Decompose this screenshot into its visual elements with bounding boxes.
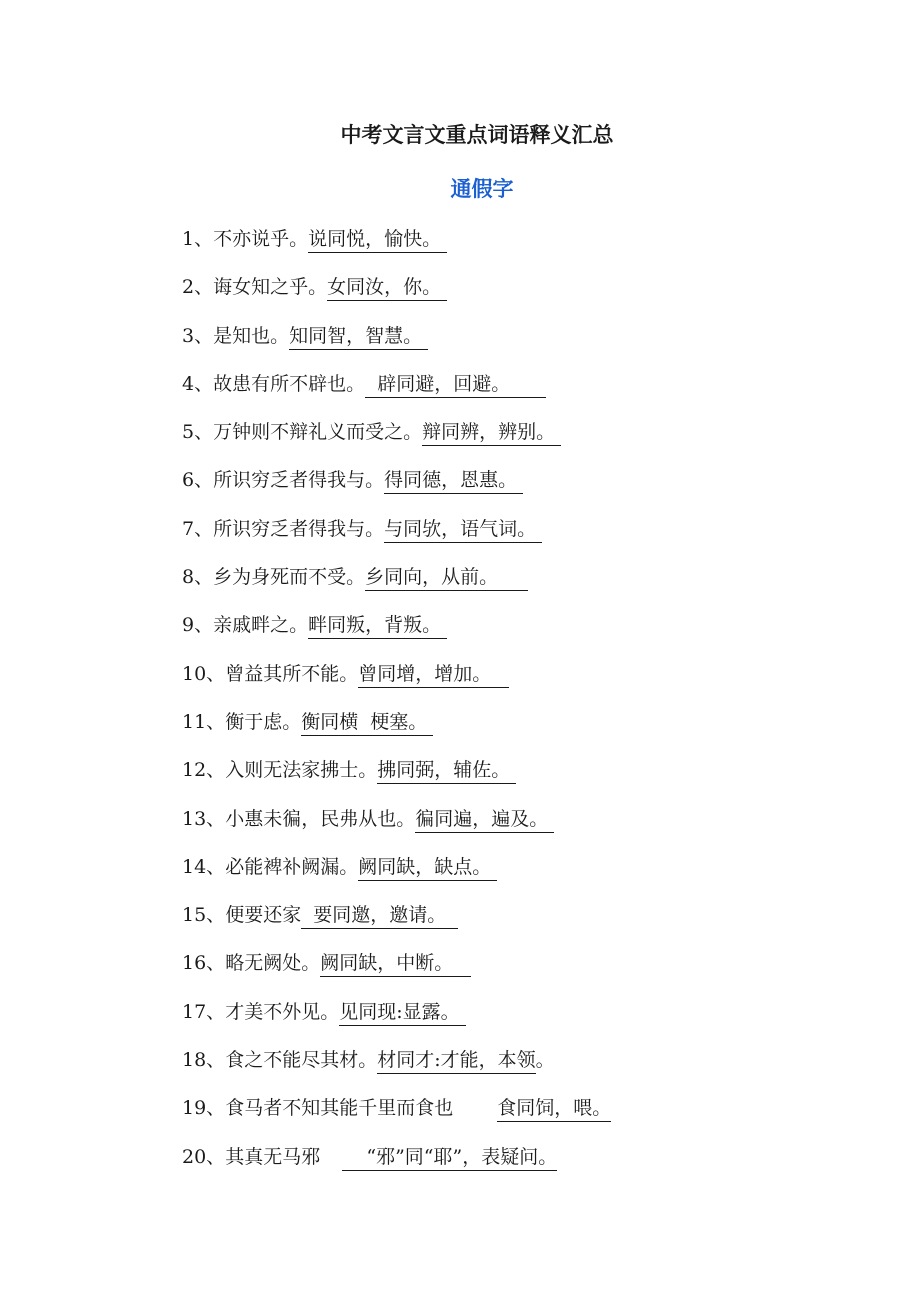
entry-answer-text: 徧同遍，遍及。 bbox=[415, 807, 549, 830]
entry-sentence: 曾益其所不能。 bbox=[225, 662, 359, 685]
entry-answer bbox=[301, 710, 433, 736]
entry-row bbox=[182, 707, 882, 755]
entry-sentence: 其真无马邪 bbox=[225, 1145, 321, 1168]
entry-row bbox=[182, 562, 882, 610]
entry-answer-text: 得同德，恩惠。 bbox=[384, 469, 518, 492]
entry-sentence: 所识穷乏者得我与。 bbox=[213, 469, 385, 492]
entry-number: 13、 bbox=[182, 807, 226, 830]
entry-answer bbox=[320, 951, 471, 977]
entry-number: 4、 bbox=[182, 372, 214, 395]
entry-number: 2、 bbox=[182, 276, 214, 299]
entry-answer bbox=[365, 565, 528, 591]
entry-sentence: 故患有所不辟也。 bbox=[213, 372, 366, 395]
entry-answer-text: 阙同缺，中断。 bbox=[320, 952, 454, 975]
entry-answer-text: 阙同缺，缺点。 bbox=[358, 855, 492, 878]
entry-answer-text: 乡同向，从前。 bbox=[365, 566, 499, 589]
entry-number: 17、 bbox=[182, 1000, 226, 1023]
entry-answer-text: 要同邀，邀请。 bbox=[313, 904, 447, 927]
entry-number: 20、 bbox=[182, 1145, 226, 1168]
entry-answer bbox=[384, 468, 523, 494]
entry-answer-text: 曾同增，增加。 bbox=[358, 662, 492, 685]
entry-row bbox=[182, 852, 882, 900]
entry-row bbox=[182, 369, 882, 417]
entry-sentence: 是知也。 bbox=[213, 324, 290, 347]
entry-answer bbox=[327, 275, 447, 301]
entry-number: 15、 bbox=[182, 904, 226, 927]
entry-answer bbox=[365, 372, 546, 398]
entry-row bbox=[182, 272, 882, 320]
entry-number: 14、 bbox=[182, 855, 226, 878]
entry-number: 1、 bbox=[182, 228, 214, 250]
entry-answer bbox=[342, 1145, 557, 1171]
entry-answer-text: 见同现:显露。 bbox=[339, 1000, 460, 1023]
entry-row bbox=[182, 224, 882, 272]
entry-row bbox=[182, 1093, 882, 1141]
entry-number: 18、 bbox=[182, 1049, 226, 1072]
entry-number: 12、 bbox=[182, 759, 226, 782]
entry-row bbox=[182, 755, 882, 803]
entry-row bbox=[182, 321, 882, 369]
entry-answer-text: 辟同避，回避。 bbox=[377, 372, 511, 395]
entry-row bbox=[182, 659, 882, 707]
entry-sentence: 小惠未徧，民弗从也。 bbox=[225, 807, 416, 830]
entry-number: 16、 bbox=[182, 952, 226, 975]
entry-answer-text: 女同汝，你。 bbox=[327, 276, 442, 299]
entry-row bbox=[182, 948, 882, 996]
entry-answer-text: 说同悦，愉快。 bbox=[308, 228, 442, 250]
entry-answer bbox=[377, 1048, 535, 1074]
document-title: 中考文言文重点词语释义汇总 bbox=[340, 122, 614, 147]
entry-sentence: 所识穷乏者得我与。 bbox=[213, 517, 385, 540]
entry-answer-text: “邪”同“耶”，表疑问。 bbox=[366, 1145, 558, 1168]
entry-sentence: 必能裨补阙漏。 bbox=[225, 855, 359, 878]
entry-sentence: 食马者不知其能千里而食也 bbox=[225, 1097, 454, 1120]
entry-answer bbox=[339, 1000, 465, 1026]
entry-answer-text: 材同才:才能，本领 bbox=[377, 1049, 536, 1072]
entry-number: 11、 bbox=[182, 710, 226, 733]
entry-answer-text: 衡同横 梗塞。 bbox=[301, 710, 428, 733]
entry-row bbox=[182, 514, 882, 562]
entry-answer bbox=[384, 517, 542, 543]
entry-answer bbox=[308, 613, 447, 639]
entry-sentence: 略无阙处。 bbox=[225, 952, 321, 975]
entry-number: 6、 bbox=[182, 469, 214, 492]
entry-answer-text: 畔同叛，背叛。 bbox=[308, 614, 442, 637]
entry-row bbox=[182, 1142, 882, 1190]
entry-answer bbox=[358, 855, 497, 881]
entry-answer-text: 知同智，智慧。 bbox=[289, 324, 423, 347]
entry-sentence: 亲戚畔之。 bbox=[213, 614, 309, 637]
entry-number: 7、 bbox=[182, 517, 214, 540]
entry-trailing-punct: 。 bbox=[535, 1049, 555, 1072]
entry-number: 5、 bbox=[182, 421, 214, 444]
entry-row bbox=[182, 804, 882, 852]
section-heading: 通假字 bbox=[450, 176, 514, 201]
entry-answer-text: 拂同弼，辅佐。 bbox=[377, 759, 511, 782]
entry-answer bbox=[422, 420, 561, 446]
entry-number: 19、 bbox=[182, 1097, 226, 1120]
entry-answer bbox=[308, 227, 447, 253]
entry-sentence: 入则无法家拂士。 bbox=[225, 759, 378, 782]
entry-answer bbox=[358, 662, 509, 688]
entry-sentence: 不亦说乎。 bbox=[213, 228, 309, 250]
entry-row bbox=[182, 417, 882, 465]
entry-answer bbox=[497, 1096, 611, 1122]
entry-sentence: 衡于虑。 bbox=[225, 710, 302, 733]
entry-row bbox=[182, 465, 882, 513]
entry-row bbox=[182, 610, 882, 658]
entry-sentence: 便要还家 bbox=[225, 904, 302, 927]
entry-row bbox=[182, 997, 882, 1045]
entry-list bbox=[182, 224, 882, 1190]
entry-sentence: 诲女知之乎。 bbox=[213, 276, 328, 299]
entry-answer bbox=[415, 807, 554, 833]
entry-answer bbox=[301, 903, 458, 929]
entry-sentence: 才美不外见。 bbox=[225, 1000, 340, 1023]
entry-sentence: 乡为身死而不受。 bbox=[213, 566, 366, 589]
entry-sentence: 食之不能尽其材。 bbox=[225, 1049, 378, 1072]
entry-answer-text: 食同饲，喂。 bbox=[497, 1097, 612, 1120]
entry-number: 10、 bbox=[182, 662, 226, 685]
entry-row bbox=[182, 900, 882, 948]
entry-sentence: 万钟则不辩礼义而受之。 bbox=[213, 421, 423, 444]
entry-answer bbox=[289, 324, 428, 350]
entry-answer-text: 与同欤，语气词。 bbox=[384, 517, 537, 540]
entry-number: 9、 bbox=[182, 614, 214, 637]
entry-answer bbox=[377, 758, 516, 784]
entry-number: 3、 bbox=[182, 324, 214, 347]
entry-answer-text: 辩同辨，辨别。 bbox=[422, 421, 556, 444]
entry-row bbox=[182, 1045, 882, 1093]
entry-number: 8、 bbox=[182, 566, 214, 589]
